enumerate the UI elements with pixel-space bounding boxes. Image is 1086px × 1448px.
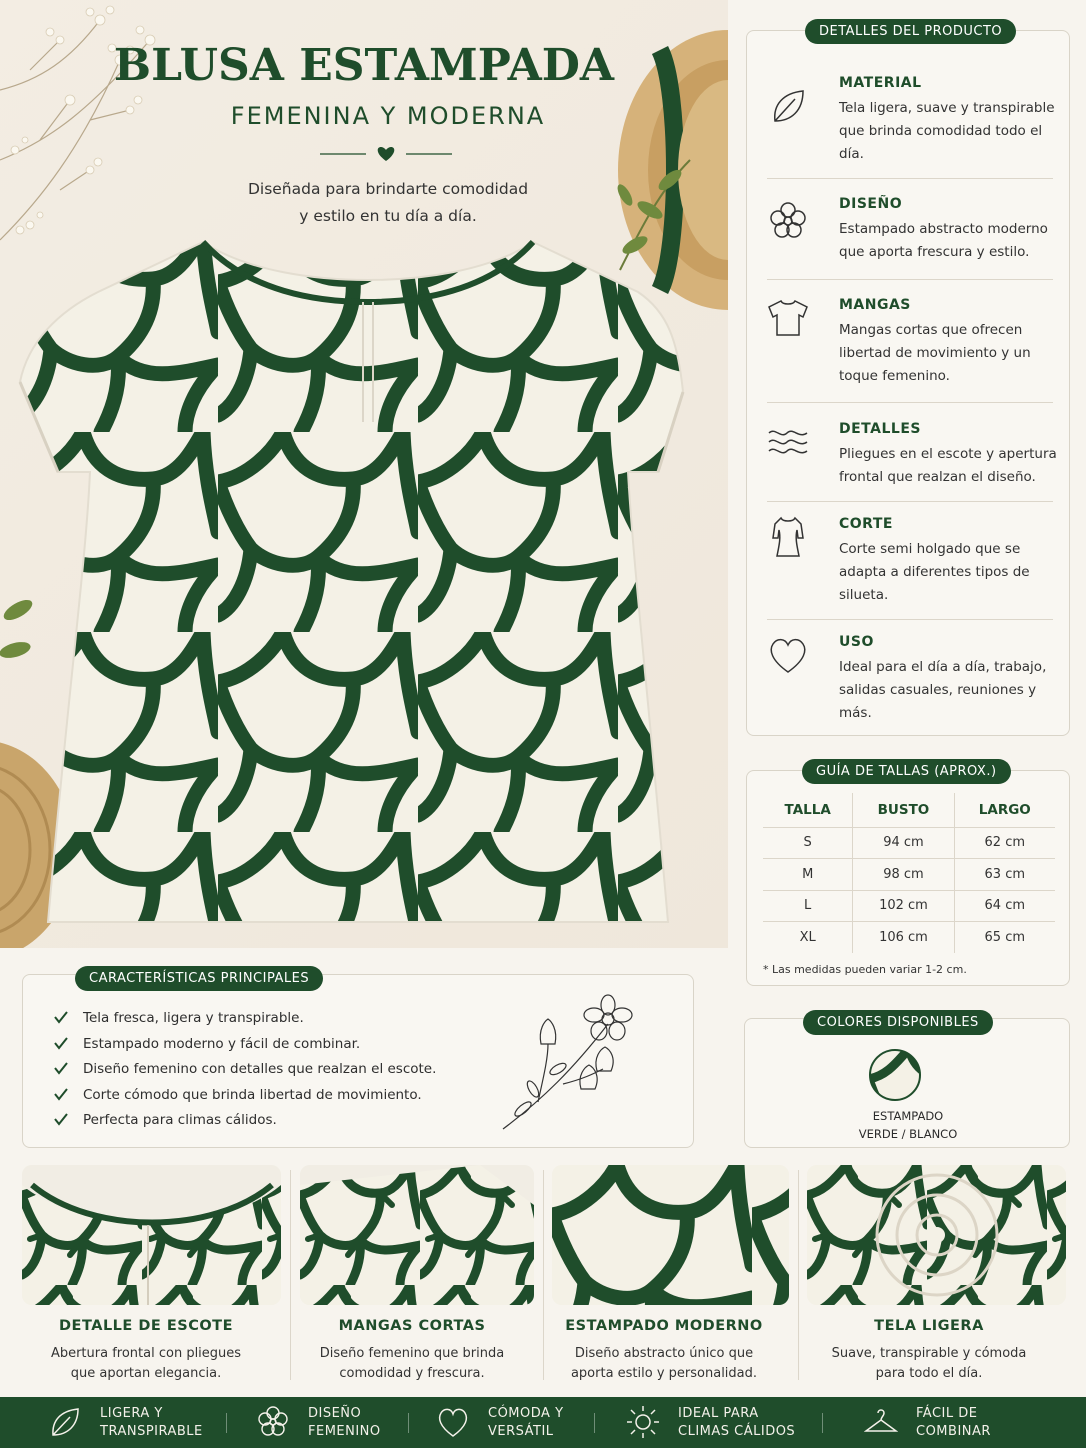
footer-item-easy-to-match bbox=[864, 1405, 1014, 1441]
detail-title: MANGAS bbox=[839, 297, 911, 313]
separator bbox=[798, 1170, 799, 1380]
closeup-text-line: que aportan elegancia. bbox=[70, 1366, 222, 1381]
detail-corte bbox=[767, 516, 1051, 616]
heart-icon bbox=[767, 634, 809, 676]
size-cell: S bbox=[763, 827, 853, 859]
flower-icon bbox=[256, 1405, 290, 1439]
detail-text: Ideal para el día a día, trabajo, salidas casuales, reuniones y más. bbox=[839, 659, 1047, 721]
footer-label: FÁCIL DE COMBINAR bbox=[916, 1406, 991, 1439]
detail-text: Corte semi holgado que se adapta a diferentes tipos de silueta. bbox=[839, 541, 1030, 603]
bust-cell: 94 cm bbox=[853, 827, 954, 859]
footer-label: DISEÑO FEMENINO bbox=[308, 1406, 381, 1439]
separator bbox=[767, 178, 1053, 179]
photo-light-fabric bbox=[807, 1165, 1066, 1305]
size-cell: L bbox=[763, 890, 853, 922]
photo-short-sleeves bbox=[300, 1165, 534, 1305]
detail-material bbox=[767, 75, 1055, 175]
closeup-text-line: Diseño abstracto único que bbox=[574, 1346, 754, 1361]
footer-item-feminine bbox=[256, 1405, 406, 1441]
photo-neckline-detail bbox=[22, 1165, 281, 1305]
list-item bbox=[53, 1058, 436, 1084]
column-header: LARGO bbox=[954, 793, 1055, 827]
separator bbox=[767, 501, 1053, 502]
bust-cell: 106 cm bbox=[853, 922, 954, 954]
closeup-text-line: comodidad y frescura. bbox=[339, 1366, 485, 1381]
closeup-title: MANGAS CORTAS bbox=[338, 1318, 486, 1334]
detail-mangas bbox=[767, 297, 1051, 397]
length-cell: 63 cm bbox=[954, 859, 1055, 891]
main-features-card bbox=[22, 971, 694, 1148]
table-row bbox=[763, 890, 1055, 922]
blouse-fit-icon bbox=[767, 516, 809, 558]
tagline-line-1: Diseñada para brindarte comodidad bbox=[247, 180, 529, 198]
photo-modern-print bbox=[552, 1165, 789, 1305]
detail-title: DETALLES bbox=[839, 421, 921, 437]
colors-heading: COLORES DISPONIBLES bbox=[803, 1010, 993, 1035]
leaf-icon bbox=[767, 85, 809, 127]
flower-illustration bbox=[493, 989, 673, 1139]
sun-icon bbox=[626, 1405, 660, 1439]
closeup-text bbox=[22, 1344, 270, 1384]
table-row bbox=[763, 922, 1055, 954]
detail-uso bbox=[767, 634, 1051, 734]
separator bbox=[767, 402, 1053, 403]
size-table bbox=[763, 793, 1055, 953]
table-row bbox=[763, 827, 1055, 859]
separator bbox=[822, 1413, 823, 1433]
feature-text: Tela fresca, ligera y transpirable. bbox=[83, 1010, 304, 1026]
detail-title: MATERIAL bbox=[839, 75, 922, 91]
detail-text: Pliegues en el escote y apertura frontal que realzan el diseño. bbox=[839, 446, 1057, 485]
table-row bbox=[763, 859, 1055, 891]
column-header: BUSTO bbox=[853, 793, 954, 827]
footer-item-warm-climates bbox=[626, 1405, 806, 1441]
separator bbox=[767, 279, 1053, 280]
length-cell: 62 cm bbox=[954, 827, 1055, 859]
waves-icon bbox=[767, 421, 809, 463]
feature-text: Estampado moderno y fácil de combinar. bbox=[83, 1035, 361, 1052]
tshirt-icon bbox=[767, 297, 809, 339]
detail-title: CORTE bbox=[839, 516, 893, 532]
separator bbox=[226, 1413, 227, 1433]
length-cell: 65 cm bbox=[954, 922, 1055, 954]
swatch-label-line-2: VERDE / BLANCO bbox=[858, 1127, 958, 1141]
flower-icon bbox=[767, 200, 809, 242]
bust-cell: 98 cm bbox=[853, 859, 954, 891]
page-title: BLUSA ESTAMPADA bbox=[113, 40, 615, 91]
separator bbox=[543, 1170, 544, 1380]
closeup-text-line: Diseño femenino que brinda bbox=[319, 1346, 505, 1361]
main-features-heading: CARACTERÍSTICAS PRINCIPALES bbox=[75, 966, 323, 991]
closeup-text-line: Suave, transpirable y cómoda bbox=[831, 1346, 1027, 1361]
heart-icon bbox=[436, 1405, 470, 1439]
size-note: * Las medidas pueden variar 1-2 cm. bbox=[763, 963, 967, 976]
list-item bbox=[53, 1109, 436, 1135]
colors-card bbox=[744, 1015, 1070, 1148]
detail-text: Mangas cortas que ofrecen libertad de movimiento y un toque femenino. bbox=[839, 322, 1031, 384]
size-cell: XL bbox=[763, 922, 853, 954]
size-table-header bbox=[763, 793, 1055, 827]
closeup-title: DETALLE DE ESCOTE bbox=[59, 1318, 233, 1334]
closeup-title: TELA LIGERA bbox=[874, 1318, 984, 1334]
separator bbox=[594, 1413, 595, 1433]
feature-text: Diseño femenino con detalles que realzan el escote. bbox=[83, 1061, 437, 1077]
swatch-label-line-1: ESTAMPADO bbox=[872, 1109, 944, 1123]
footer-benefits-bar bbox=[0, 1397, 1086, 1448]
page-subtitle: FEMENINA Y MODERNA bbox=[230, 102, 546, 130]
list-item bbox=[53, 1033, 436, 1059]
footer-label: LIGERA Y TRANSPIRABLE bbox=[100, 1406, 203, 1439]
heart-divider bbox=[320, 146, 452, 162]
detail-title: DISEÑO bbox=[839, 196, 903, 212]
feature-text: Corte cómodo que brinda libertad de movimiento. bbox=[83, 1086, 422, 1103]
feature-text: Perfecta para climas cálidos. bbox=[83, 1112, 277, 1128]
detail-diseno bbox=[767, 196, 1051, 266]
product-details-heading: DETALLES DEL PRODUCTO bbox=[805, 19, 1016, 44]
separator bbox=[290, 1170, 291, 1380]
separator bbox=[767, 619, 1053, 620]
footer-label: CÓMODA Y VERSÁTIL bbox=[488, 1406, 564, 1439]
detail-text: Estampado abstracto moderno que aporta frescura y estilo. bbox=[839, 221, 1048, 260]
closeup-text bbox=[552, 1344, 776, 1384]
detail-detalles bbox=[767, 421, 1057, 491]
length-cell: 64 cm bbox=[954, 890, 1055, 922]
footer-item-light bbox=[48, 1405, 218, 1441]
check-icon bbox=[53, 1086, 69, 1102]
check-icon bbox=[53, 1009, 69, 1025]
size-guide-card bbox=[746, 764, 1070, 986]
closeup-text-line: Abertura frontal con pliegues bbox=[50, 1346, 242, 1361]
blouse-image bbox=[18, 232, 718, 942]
detail-text: Tela ligera, suave y transpirable que brinda comodidad todo el día. bbox=[839, 100, 1055, 162]
closeup-text bbox=[300, 1344, 524, 1384]
footer-item-comfortable bbox=[436, 1405, 586, 1441]
closeup-text bbox=[820, 1344, 1038, 1384]
features-list bbox=[53, 1007, 436, 1135]
size-guide-heading: GUÍA DE TALLAS (APROX.) bbox=[802, 759, 1011, 784]
separator bbox=[408, 1413, 409, 1433]
tagline bbox=[0, 176, 728, 230]
leaf-icon bbox=[48, 1405, 82, 1439]
closeup-text-line: aporta estilo y personalidad. bbox=[570, 1366, 758, 1381]
detail-title: USO bbox=[839, 634, 874, 650]
product-details-card bbox=[746, 24, 1070, 736]
size-cell: M bbox=[763, 859, 853, 891]
column-header: TALLA bbox=[784, 801, 831, 818]
tagline-line-2: y estilo en tu día a día. bbox=[299, 207, 477, 225]
closeup-title: ESTAMPADO MODERNO bbox=[565, 1318, 763, 1334]
check-icon bbox=[53, 1111, 69, 1127]
check-icon bbox=[53, 1035, 69, 1051]
hero-section bbox=[0, 0, 728, 948]
swatch-label bbox=[745, 1107, 1071, 1143]
hanger-icon bbox=[864, 1405, 898, 1439]
color-swatch-green-white[interactable] bbox=[869, 1049, 921, 1101]
bust-cell: 102 cm bbox=[853, 890, 954, 922]
closeup-text-line: para todo el día. bbox=[875, 1366, 983, 1381]
list-item bbox=[53, 1084, 436, 1110]
list-item bbox=[53, 1007, 436, 1033]
check-icon bbox=[53, 1060, 69, 1076]
footer-label: IDEAL PARA CLIMAS CÁLIDOS bbox=[678, 1406, 796, 1439]
